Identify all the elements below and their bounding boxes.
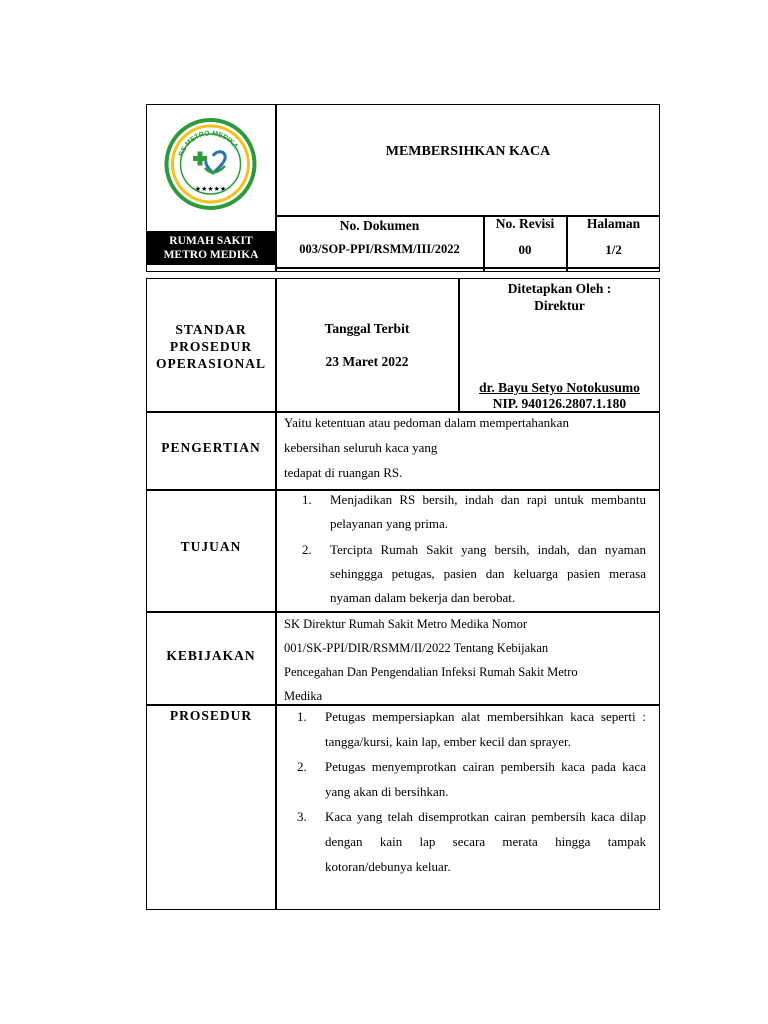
prosedur-label: PROSEDUR: [169, 708, 253, 723]
prosedur-item: [277, 754, 646, 804]
prosedur-item-number: 2.: [297, 759, 307, 774]
hospital-name-bar: [147, 231, 275, 265]
issue-date-value: 23 Maret 2022: [325, 354, 409, 369]
tujuan-item: [282, 488, 646, 536]
approved-by-line1: Ditetapkan Oleh :: [507, 281, 612, 296]
sop-label: [147, 321, 275, 372]
tujuan-label: TUJUAN: [180, 539, 242, 554]
sop-label-line1: STANDAR: [175, 322, 247, 337]
document-title: MEMBERSIHKAN KACA: [385, 144, 551, 159]
prosedur-item: [277, 704, 646, 754]
hospital-name-line2: METRO MEDIKA: [163, 249, 259, 261]
logo-text-ring: RS METRO MEDIKA: [178, 130, 239, 158]
prosedur-item: [277, 804, 646, 879]
prosedur-item-number: 3.: [297, 809, 307, 824]
header-bottom-line: [275, 267, 660, 269]
sop-label-line3: OPERASIONAL: [155, 356, 266, 371]
revision-label: No. Revisi: [495, 216, 555, 231]
tujuan-item-text: Tercipta Rumah Sakit yang bersih, indah, dan nyaman sehinggga petugas, pasien dan keluarga pasien merasa nyaman dalam bekerja dan berobat.: [330, 542, 646, 605]
hospital-logo: [163, 118, 258, 210]
prosedur-item-number: 1.: [297, 709, 307, 724]
prosedur-item-text: Petugas mempersiapkan alat membersihkan kaca seperti : tangga/kursi, kain lap, ember kecil dan sprayer.: [325, 709, 646, 749]
page-label: Halaman: [586, 216, 641, 231]
signer-nip: NIP. 940126.2807.1.180: [492, 396, 627, 411]
kebijakan-line4: Medika: [284, 689, 323, 703]
pengertian-line3: tedapat di ruangan RS.: [284, 465, 403, 480]
page-value: 1/2: [605, 242, 622, 257]
tujuan-item-number: 1.: [302, 492, 312, 507]
tujuan-item: [282, 538, 646, 610]
revision-value: 00: [518, 242, 532, 257]
pengertian-text: [284, 410, 654, 485]
prosedur-list: [277, 704, 646, 879]
kebijakan-line1: SK Direktur Rumah Sakit Metro Medika Nomor: [284, 617, 528, 631]
tujuan-item-text: Menjadikan RS bersih, indah dan rapi untuk membantu pelayanan yang prima.: [330, 492, 646, 531]
pengertian-line2: kebersihan seluruh kaca yang: [284, 440, 438, 455]
doc-number-label: No. Dokumen: [339, 218, 420, 233]
pengertian-label: PENGERTIAN: [161, 440, 261, 455]
doc-number-value: 003/SOP-PPI/RSMM/III/2022: [299, 242, 460, 256]
kebijakan-label: KEBIJAKAN: [166, 648, 256, 663]
tujuan-item-number: 2.: [302, 542, 312, 557]
kebijakan-text: [284, 612, 654, 708]
logo-stars: ★★★★★: [194, 185, 227, 193]
kebijakan-line2: 001/SK-PPI/DIR/RSMM/II/2022 Tentang Kebijakan: [284, 641, 549, 655]
prosedur-item-text: Petugas menyemprotkan cairan pembersih kaca pada kaca yang akan di bersihkan.: [325, 759, 646, 799]
approved-by: [459, 280, 660, 314]
signer-name: dr. Bayu Setyo Notokusumo: [479, 380, 640, 395]
sop-label-line2: PROSEDUR: [169, 339, 253, 354]
prosedur-item-text: Kaca yang telah disemprotkan cairan pembersih kaca dilap dengan kain lap secara merata hingga tampak kotoran/debunya keluar.: [325, 809, 646, 874]
kebijakan-line3: Pencegahan Dan Pengendalian Infeksi Rumah Sakit Metro: [284, 665, 578, 679]
issue-date-label: Tanggal Terbit: [324, 321, 410, 336]
hospital-name-line1: RUMAH SAKIT: [169, 235, 253, 247]
pengertian-line1: Yaitu ketentuan atau pedoman dalam mempertahankan: [284, 415, 569, 430]
tujuan-list: [282, 488, 646, 610]
approved-by-line2: Direktur: [534, 298, 585, 313]
